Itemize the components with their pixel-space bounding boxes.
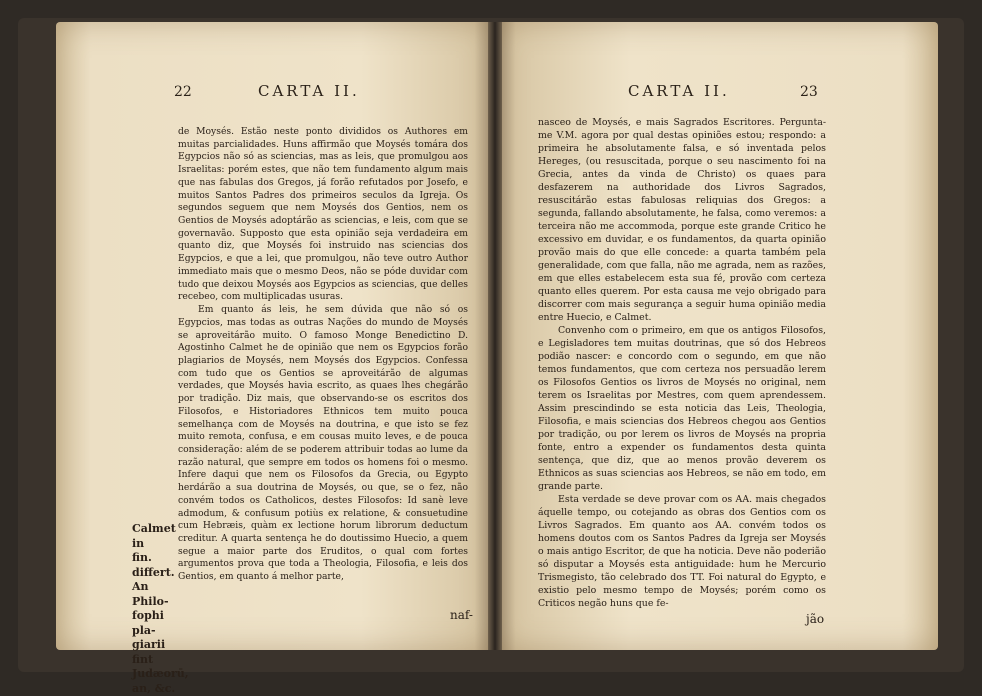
right-page-number: 23 [800, 84, 818, 100]
left-page-number: 22 [174, 84, 192, 100]
left-body-text [178, 126, 468, 584]
margin-note-line: An Philo- [132, 580, 180, 609]
margin-note [132, 522, 180, 696]
left-running-header: CARTA II. [258, 82, 360, 100]
right-paragraph-2: Convenho com o primeiro, em que os antigos Filosofos, e Legisladores tem muitas doutrinas, que só dos Hebreos podião nascer: e concordo com o segundo, em que não temos fundamentos, que com certeza nos persuadão lerem os Filosofos Gentios os livros de Moysés no original, nem terem os Israelitas por Mestres, com quem aprendessem. Assim prescindindo se esta noticia das Leis, Theologia, Filosofia, e mais sciencias dos Hebreos chegou aos Gentios por tradição, ou por lerem os livros de Moysés na propria fonte, entro a expender os fundamentos desta quinta sentença, que diz, que ao menos provão deverem os Ethnicos as suas sciencias aos Hebreos, se não em todo, em grande parte. [538, 324, 826, 493]
left-paragraph-2: Em quanto ás leis, he sem dúvida que não só os Egypcios, mas todas as outras Nações do mundo de Moysés se aproveitárão muito. O famoso Monge Benedictino D. Agostinho Calmet he de opinião que nem os Egypcios forão plagiarios de Moysés, nem Moysés dos Egypcios. Confessa com tudo que os Gentios se aproveitárão de algumas verdades, que Moysés havia escrito, as quaes lhes chegárão por tradição. Diz mais, que observando-se os escritos dos Filosofos, e Historiadores Ethnicos tem muito pouca semelhança com de Moysés na doutrina, e que isto se fez muito remota, confusa, e em cousas muito leves, e de pouca consideração: além de se poderem attribuir todas ao lume da razão natural, que sempre em todos os homens foi o mesmo. Infere daqui que nem os Filosofos da Grecia, ou Egypto herdárão a sua doutrina de Moysés, ou que, se o fez, não convém todos os Catholicos, destes Filosofos: Id sanè leve admodum, & confusum potiùs ex relatione, & consuetudine cum Hebræis, quàm ex lectione horum librorum deductum creditur. A quarta sentença he do doutissimo Huecio, a quem segue a maior parte dos Eruditos, o qual com fortes argumentos prova que toda a Theologia, Filosofia, e leis dos Gentios, em quanto á melhor parte, [178, 304, 468, 584]
left-catchword: naf- [450, 608, 473, 622]
margin-note-line: Calmet in [132, 522, 180, 551]
margin-note-line: fin. differt. [132, 551, 180, 580]
margin-note-line: Judæorū, [132, 667, 180, 682]
right-running-header: CARTA II. [628, 82, 730, 100]
right-body-text [538, 116, 826, 610]
right-paragraph-1: nasceo de Moysés, e mais Sagrados Escritores. Pergunta-me V.M. agora por qual destas opiniões estou; respondo: a primeira he absolutamente falsa, e só inventada pelos Hereges, (ou resuscitada, porque o seu nascimento foi na Grecia, antes da vinda de Christo) os quaes para desfazerem na authoridade dos Livros Sagrados, resuscitárão estas fabulosas reliquias dos Gregos: a segunda, fallando absolutamente, he falsa, como veremos: a terceira não me accommoda, porque este grande Critico he excessivo em duvidar, e os fundamentos, da quarta opinião provão mais do que elle concede: a quarta também pela generalidade, com que falla, não me agrada, nem as razões, em que elles estabelecem esta sua fé, provão com certeza quanto elles querem. Por esta causa me vejo obrigado para discorrer com mais segurança a seguir huma opinião media entre Huecio, e Calmet. [538, 116, 826, 324]
left-paragraph-1: de Moysés. Estão neste ponto divididos os Authores em muitas parcialidades. Huns affirmão que Moysés tomára dos Egypcios não só as sciencias, mas as leis, que promulgou aos Israelitas: porém estes, que não tem fundamento algum mais que nas fabulas dos Gregos, já forão refutados por Josefo, e muitos Santos Padres dos primeiros seculos da Igreja. Os segundos seguem que nem Moysés dos Gentios, nem os Gentios de Moysés adoptárão as sciencias, e leis, com que se governavão. Supposto que esta opinião seja verdadeira em quanto diz, que Moysés foi instruido nas sciencias dos Egypcios, e que a lei, que promulgou, não teve outro Author immediato mais que o mesmo Deos, não se póde duvidar com tudo que deixou Moysés aos Egypcios as sciencias, que delles recebeo, com multiplicadas usuras. [178, 126, 468, 304]
right-paragraph-3: Esta verdade se deve provar com os AA. mais chegados áquelle tempo, ou cotejando as obras dos Gentios com os Livros Sagrados. Em quanto aos AA. convém todos os homens doutos com os Santos Padres da Igreja ser Moysés o mais antigo Escritor, de que ha noticia. Deve não poderião só disputar a Moysés esta antiguidade: hum he Mercurio Trismegisto, tão celebrado dos TT. Foi natural do Egypto, e existio pelo mesmo tempo de Moysés; porém como os Criticos negão huns que fe- [538, 493, 826, 610]
margin-note-line: fophi pla- [132, 609, 180, 638]
book-gutter [488, 22, 502, 650]
margin-note-line: giarii fint [132, 638, 180, 667]
right-catchword: jão [806, 612, 824, 626]
margin-note-line: an, &c. [132, 682, 180, 696]
